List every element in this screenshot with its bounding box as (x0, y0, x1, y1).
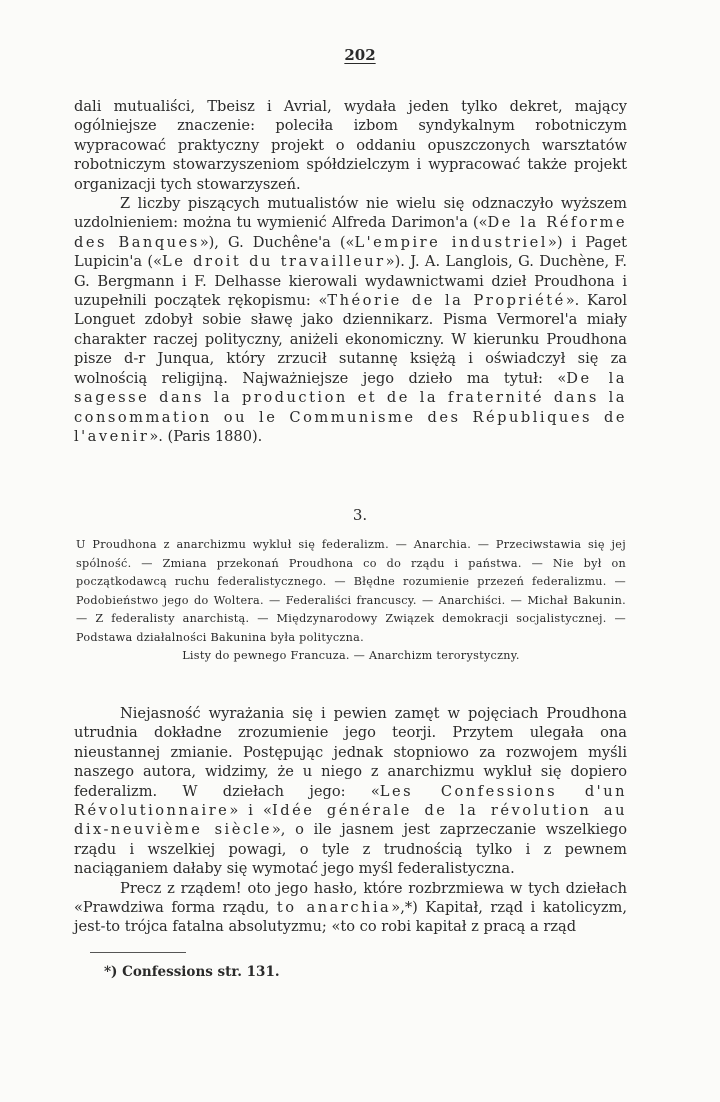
emphasis: to anarchia (276, 899, 392, 917)
book-title: Théorie de la Propriété (327, 292, 566, 310)
body-text-bottom (74, 704, 627, 937)
section-number: 3. (352, 506, 368, 524)
paragraph: Z liczby piszących mutualistów nie wielu się odznaczyło wyższem uzdolnieniem: można tu wymienić Alfreda Darimon'a («De la Réforme des Banques»), G. Duchêne'a («L'empire industriel») i Paget Lupicin'a («Le droit du travailleur»). J. A. Langlois, G. Duchène, F. G. Bergmann i F. Delhasse kierowali wydawnictwami dzieł Proudhona i uzupełnili początek rękopismu: «Théorie de la Propriété». Karol Longuet zdobył sobie sławę jako dziennikarz. Pisma Vermorel'a miały charakter raczej polityczny, aniżeli ekonomiczny. W kierunku Proudhona pisze d-r Junqua, który zrzucił sutannę księżą i oświadczył się za wolnością religijną. Najważniejsze jego dzieło ma tytuł: «De la sagesse dans la production et de la fraternité dans la consommation ou le Communisme des Républiques de l'avenir». (Paris 1880). (74, 195, 628, 445)
book-title: De la Réforme des Banques (74, 214, 628, 251)
paragraph: dali mutualiści, Tbeisz i Avrial, wydała jeden tylko dekret, mający ogólniejsze znaczenie: poleciła izbom syndykalnym robotniczym wypracować praktyczny projekt o oddaniu opuszczonych warsztatów robotniczym stowarzyszeniom spółdzielczym i wypracować także projekt organizacji tych stowarzyszeń. (74, 98, 627, 193)
paragraph: Precz z rządem! oto jego hasło, które rozbrzmiewa w tych dziełach «Prawdziwa forma rządu, to anarchia»,*) Kapitał, rząd i katolicyzm, jest-to trójca fatalna absolutyzmu; «to co robi kapitał z pracą a rząd (74, 879, 627, 936)
book-title: L'empire industriel (354, 233, 548, 251)
paragraph: Niejasność wyrażania się i pewien zamęt w pojęciach Proudhona utrudnia dokładne zrozumienie jego teorji. Przytem ulegała ona nieustannej zmianie. Postępując jednak stopniowo za rozwojem myśli naszego autora, widzimy, że u niego z anarchizmu wykluł się dopiero federalizm. W dziełach jego: «Les Confessions d'un Révolutionnaire» i «Idée générale de la révolution au dix-neuvième siècle», o ile jasnem jest zaprzeczanie wszelkiego rządu i wszelkiej powagi, o tyle z trudnością tylko i z pewnem naciąganiem dałaby się wymotać jego myśl federalistyczna. (74, 705, 627, 878)
body-text-top (74, 97, 627, 446)
section-summary-last-line: Listy do pewnego Francuza. — Anarchizm terorystyczny. (182, 649, 520, 662)
page-number: 202 (344, 46, 376, 64)
book-title: Idée générale de la révolution au dix-neuvième siècle (74, 802, 627, 839)
book-title: Le droit du travailleur (162, 253, 386, 271)
footnote-rule (90, 952, 186, 953)
book-title: Les Confessions d'un Révolutionnaire (74, 782, 627, 820)
book-title: De la sagesse dans la production et de la fraternité dans la consommation ou le Communisme des Républiques de l'avenir (74, 369, 627, 445)
section-summary: U Proudhona z anarchizmu wykluł się federalizm. — Anarchia. — Przeciwstawia się jej spólność. — Zmiana przekonań Proudhona co do rządu i państwa. — Nie był on początkodawcą ruchu federalistycznego. — Błędne rozumienie przezeń federalizmu. — Podobieństwo jego do Woltera. — Federaliści francuscy. — Anarchiści. — Michał Bakunin. — Z federalisty anarchistą. — Międzynarodowy Związek demokracji socjalistycznej. — Podstawa działalności Bakunina była polityczna. Listy do pewnego Francuza. — Anarchizm terorystyczny. (76, 536, 626, 666)
footnote: *) Confessions str. 131. (104, 964, 280, 980)
